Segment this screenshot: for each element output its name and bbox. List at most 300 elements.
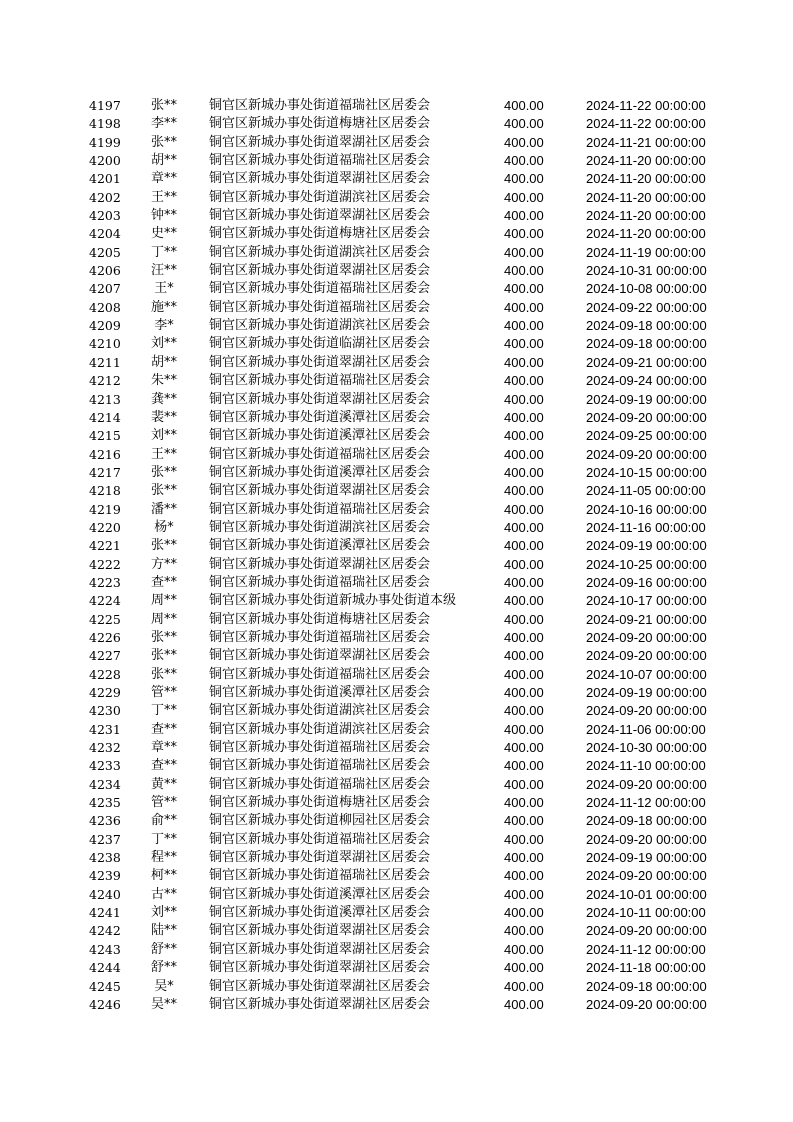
row-date: 2024-10-11 00:00:00 — [586, 905, 706, 921]
row-amount: 400.00 — [504, 758, 544, 774]
row-amount: 400.00 — [504, 244, 544, 260]
table-row — [0, 427, 793, 445]
row-date: 2024-10-30 00:00:00 — [586, 740, 707, 756]
data-table — [0, 97, 793, 1014]
row-organization: 铜官区新城办事处街道福瑞社区居委会 — [209, 446, 431, 462]
table-row — [0, 244, 793, 262]
row-id: 4237 — [89, 831, 121, 847]
table-row — [0, 115, 793, 133]
row-organization: 铜官区新城办事处街道福瑞社区居委会 — [209, 758, 431, 774]
row-organization: 铜官区新城办事处街道翠湖社区居委会 — [209, 941, 431, 957]
row-id: 4202 — [89, 189, 121, 205]
row-id: 4239 — [89, 868, 121, 884]
row-organization: 铜官区新城办事处街道湖滨社区居委会 — [209, 703, 431, 719]
row-organization: 铜官区新城办事处街道新城办事处街道本级 — [209, 593, 457, 609]
row-id: 4234 — [89, 776, 121, 792]
row-amount: 400.00 — [504, 611, 544, 627]
row-date: 2024-11-12 00:00:00 — [586, 941, 706, 957]
row-organization: 铜官区新城办事处街道翠湖社区居委会 — [209, 923, 431, 939]
row-name: 刘** — [150, 428, 177, 444]
row-date: 2024-11-21 00:00:00 — [586, 134, 706, 150]
row-date: 2024-11-12 00:00:00 — [586, 795, 706, 811]
table-row — [0, 335, 793, 353]
row-organization: 铜官区新城办事处街道翠湖社区居委会 — [209, 171, 431, 187]
row-name: 张** — [150, 666, 177, 682]
row-id: 4212 — [89, 373, 121, 389]
row-amount: 400.00 — [504, 629, 544, 645]
row-organization: 铜官区新城办事处街道福瑞社区居委会 — [209, 776, 431, 792]
table-row — [0, 592, 793, 610]
row-id: 4226 — [89, 629, 121, 645]
row-amount: 400.00 — [504, 850, 544, 866]
row-date: 2024-10-15 00:00:00 — [586, 464, 707, 480]
row-name: 王** — [150, 446, 177, 462]
row-name: 汪** — [150, 263, 177, 279]
row-id: 4208 — [89, 299, 121, 315]
row-name: 刘** — [150, 905, 177, 921]
row-name: 丁** — [150, 831, 177, 847]
table-row — [0, 776, 793, 794]
row-amount: 400.00 — [504, 556, 544, 572]
row-id: 4199 — [89, 134, 121, 150]
row-organization: 铜官区新城办事处街道翠湖社区居委会 — [209, 960, 431, 976]
row-amount: 400.00 — [504, 373, 544, 389]
table-row — [0, 501, 793, 519]
row-organization: 铜官区新城办事处街道湖滨社区居委会 — [209, 721, 431, 737]
row-date: 2024-09-16 00:00:00 — [586, 574, 707, 590]
row-amount: 400.00 — [504, 134, 544, 150]
row-id: 4221 — [89, 538, 121, 554]
row-id: 4204 — [89, 226, 121, 242]
table-row — [0, 262, 793, 280]
row-amount: 400.00 — [504, 721, 544, 737]
row-organization: 铜官区新城办事处街道翠湖社区居委会 — [209, 391, 431, 407]
row-id: 4231 — [89, 721, 121, 737]
row-name: 张** — [150, 629, 177, 645]
row-date: 2024-11-20 00:00:00 — [586, 189, 706, 205]
row-amount: 400.00 — [504, 574, 544, 590]
row-organization: 铜官区新城办事处街道翠湖社区居委会 — [209, 263, 431, 279]
row-amount: 400.00 — [504, 446, 544, 462]
row-id: 4238 — [89, 850, 121, 866]
row-date: 2024-09-21 00:00:00 — [586, 611, 707, 627]
row-name: 管** — [150, 795, 177, 811]
row-organization: 铜官区新城办事处街道翠湖社区居委会 — [209, 996, 431, 1012]
row-organization: 铜官区新城办事处街道临湖社区居委会 — [209, 336, 431, 352]
row-date: 2024-11-20 00:00:00 — [586, 171, 706, 187]
row-name: 刘** — [150, 336, 177, 352]
row-name: 查** — [150, 574, 177, 590]
row-id: 4218 — [89, 483, 121, 499]
row-date: 2024-09-20 00:00:00 — [586, 629, 707, 645]
row-id: 4246 — [89, 996, 121, 1012]
row-amount: 400.00 — [504, 685, 544, 700]
row-name: 裴** — [150, 409, 177, 425]
row-date: 2024-09-20 00:00:00 — [586, 776, 707, 792]
row-name: 章** — [150, 171, 177, 187]
row-id: 4224 — [89, 593, 121, 609]
table-row — [0, 519, 793, 537]
row-id: 4206 — [89, 263, 121, 279]
row-id: 4201 — [89, 171, 121, 187]
table-row — [0, 904, 793, 922]
row-amount: 400.00 — [504, 318, 544, 334]
row-date: 2024-11-19 00:00:00 — [586, 244, 706, 260]
row-id: 4207 — [89, 281, 121, 297]
table-row — [0, 941, 793, 959]
row-date: 2024-09-20 00:00:00 — [586, 831, 707, 847]
row-date: 2024-09-19 00:00:00 — [586, 538, 707, 554]
table-row — [0, 739, 793, 757]
row-date: 2024-11-10 00:00:00 — [586, 758, 706, 774]
table-row — [0, 721, 793, 739]
row-organization: 铜官区新城办事处街道福瑞社区居委会 — [209, 740, 431, 756]
row-id: 4200 — [89, 153, 121, 169]
row-date: 2024-11-18 00:00:00 — [586, 960, 706, 976]
table-row — [0, 666, 793, 684]
row-name: 张** — [150, 483, 177, 499]
row-organization: 铜官区新城办事处街道溪潭社区居委会 — [209, 685, 431, 700]
table-row — [0, 996, 793, 1014]
table-row — [0, 922, 793, 940]
row-organization: 铜官区新城办事处街道湖滨社区居委会 — [209, 519, 431, 535]
table-row — [0, 482, 793, 500]
row-organization: 铜官区新城办事处街道溪潭社区居委会 — [209, 886, 431, 902]
table-row — [0, 684, 793, 702]
row-date: 2024-10-25 00:00:00 — [586, 556, 707, 572]
row-organization: 铜官区新城办事处街道福瑞社区居委会 — [209, 98, 431, 113]
row-id: 4240 — [89, 886, 121, 902]
row-organization: 铜官区新城办事处街道梅塘社区居委会 — [209, 611, 431, 627]
row-organization: 铜官区新城办事处街道翠湖社区居委会 — [209, 208, 431, 224]
row-name: 方** — [150, 556, 177, 572]
row-date: 2024-09-18 00:00:00 — [586, 318, 707, 334]
row-amount: 400.00 — [504, 153, 544, 169]
row-organization: 铜官区新城办事处街道梅塘社区居委会 — [209, 116, 431, 132]
table-row — [0, 611, 793, 629]
table-row — [0, 299, 793, 317]
row-name: 吴** — [150, 996, 177, 1012]
row-date: 2024-10-31 00:00:00 — [586, 263, 707, 279]
table-row — [0, 574, 793, 592]
row-amount: 400.00 — [504, 281, 544, 297]
table-row — [0, 225, 793, 243]
row-name: 张** — [150, 98, 177, 113]
row-organization: 铜官区新城办事处街道翠湖社区居委会 — [209, 978, 431, 994]
row-id: 4219 — [89, 501, 121, 517]
row-date: 2024-10-16 00:00:00 — [586, 501, 707, 517]
row-date: 2024-09-20 00:00:00 — [586, 868, 707, 884]
row-name: 王** — [150, 189, 177, 205]
row-organization: 铜官区新城办事处街道翠湖社区居委会 — [209, 134, 431, 150]
row-amount: 400.00 — [504, 519, 544, 535]
row-amount: 400.00 — [504, 703, 544, 719]
row-id: 4241 — [89, 905, 121, 921]
row-name: 古** — [150, 886, 177, 902]
row-date: 2024-09-20 00:00:00 — [586, 923, 707, 939]
row-name: 舒** — [150, 941, 177, 957]
row-id: 4214 — [89, 409, 121, 425]
row-organization: 铜官区新城办事处街道福瑞社区居委会 — [209, 373, 431, 389]
row-id: 4205 — [89, 244, 121, 260]
row-name: 舒** — [150, 960, 177, 976]
row-name: 俞** — [150, 813, 177, 829]
row-date: 2024-09-18 00:00:00 — [586, 813, 707, 829]
table-row — [0, 391, 793, 409]
row-date: 2024-11-20 00:00:00 — [586, 208, 706, 224]
row-date: 2024-11-20 00:00:00 — [586, 226, 706, 242]
row-date: 2024-11-05 00:00:00 — [586, 483, 706, 499]
row-name: 周** — [150, 611, 177, 627]
table-row — [0, 959, 793, 977]
table-row — [0, 794, 793, 812]
row-organization: 铜官区新城办事处街道福瑞社区居委会 — [209, 574, 431, 590]
row-date: 2024-09-18 00:00:00 — [586, 336, 707, 352]
row-amount: 400.00 — [504, 941, 544, 957]
row-date: 2024-09-25 00:00:00 — [586, 428, 707, 444]
row-organization: 铜官区新城办事处街道福瑞社区居委会 — [209, 501, 431, 517]
row-date: 2024-09-22 00:00:00 — [586, 299, 707, 315]
row-amount: 400.00 — [504, 336, 544, 352]
row-date: 2024-10-07 00:00:00 — [586, 666, 707, 682]
row-id: 4215 — [89, 428, 121, 444]
row-id: 4236 — [89, 813, 121, 829]
row-organization: 铜官区新城办事处街道溪潭社区居委会 — [209, 428, 431, 444]
row-organization: 铜官区新城办事处街道溪潭社区居委会 — [209, 905, 431, 921]
row-amount: 400.00 — [504, 886, 544, 902]
row-organization: 铜官区新城办事处街道翠湖社区居委会 — [209, 354, 431, 370]
row-id: 4220 — [89, 519, 121, 535]
row-date: 2024-10-01 00:00:00 — [586, 886, 707, 902]
row-organization: 铜官区新城办事处街道福瑞社区居委会 — [209, 299, 431, 315]
row-name: 张** — [150, 538, 177, 554]
row-name: 潘** — [150, 501, 177, 517]
row-organization: 铜官区新城办事处街道福瑞社区居委会 — [209, 831, 431, 847]
row-amount: 400.00 — [504, 868, 544, 884]
row-name: 丁** — [150, 244, 177, 260]
row-id: 4243 — [89, 941, 121, 957]
row-amount: 400.00 — [504, 740, 544, 756]
row-amount: 400.00 — [504, 428, 544, 444]
row-date: 2024-11-22 00:00:00 — [586, 98, 706, 113]
row-date: 2024-09-20 00:00:00 — [586, 996, 707, 1012]
row-name: 张** — [150, 648, 177, 664]
row-id: 4242 — [89, 923, 121, 939]
row-name: 管** — [150, 685, 177, 700]
row-organization: 铜官区新城办事处街道翠湖社区居委会 — [209, 648, 431, 664]
row-date: 2024-09-19 00:00:00 — [586, 391, 707, 407]
row-amount: 400.00 — [504, 189, 544, 205]
table-row — [0, 134, 793, 152]
row-amount: 400.00 — [504, 795, 544, 811]
row-id: 4211 — [89, 354, 121, 370]
table-row — [0, 372, 793, 390]
row-amount: 400.00 — [504, 978, 544, 994]
row-id: 4229 — [89, 685, 121, 700]
row-amount: 400.00 — [504, 501, 544, 517]
row-amount: 400.00 — [504, 263, 544, 279]
row-date: 2024-09-21 00:00:00 — [586, 354, 707, 370]
table-row — [0, 978, 793, 996]
row-amount: 400.00 — [504, 666, 544, 682]
table-row — [0, 629, 793, 647]
table-row — [0, 152, 793, 170]
row-id: 4209 — [89, 318, 121, 334]
row-date: 2024-09-20 00:00:00 — [586, 703, 707, 719]
row-amount: 400.00 — [504, 226, 544, 242]
row-date: 2024-11-22 00:00:00 — [586, 116, 706, 132]
row-id: 4244 — [89, 960, 121, 976]
row-id: 4222 — [89, 556, 121, 572]
row-amount: 400.00 — [504, 98, 544, 113]
row-name: 胡** — [150, 153, 177, 169]
row-name: 龚** — [150, 391, 177, 407]
row-organization: 铜官区新城办事处街道福瑞社区居委会 — [209, 666, 431, 682]
table-row — [0, 812, 793, 830]
row-name: 李* — [154, 318, 174, 334]
row-name: 程** — [150, 850, 177, 866]
row-organization: 铜官区新城办事处街道梅塘社区居委会 — [209, 226, 431, 242]
row-organization: 铜官区新城办事处街道福瑞社区居委会 — [209, 153, 431, 169]
table-row — [0, 647, 793, 665]
table-row — [0, 886, 793, 904]
row-organization: 铜官区新城办事处街道福瑞社区居委会 — [209, 629, 431, 645]
row-amount: 400.00 — [504, 538, 544, 554]
row-id: 4198 — [89, 116, 121, 132]
row-amount: 400.00 — [504, 464, 544, 480]
table-row — [0, 537, 793, 555]
row-amount: 400.00 — [504, 960, 544, 976]
table-row — [0, 97, 793, 115]
table-row — [0, 354, 793, 372]
row-id: 4245 — [89, 978, 121, 994]
table-row — [0, 446, 793, 464]
table-row — [0, 317, 793, 335]
table-row — [0, 702, 793, 720]
row-organization: 铜官区新城办事处街道福瑞社区居委会 — [209, 281, 431, 297]
row-id: 4233 — [89, 758, 121, 774]
row-name: 查** — [150, 758, 177, 774]
row-organization: 铜官区新城办事处街道溪潭社区居委会 — [209, 409, 431, 425]
row-name: 胡** — [150, 354, 177, 370]
row-organization: 铜官区新城办事处街道翠湖社区居委会 — [209, 483, 431, 499]
row-name: 史** — [150, 226, 177, 242]
row-id: 4197 — [89, 98, 121, 113]
row-id: 4217 — [89, 464, 121, 480]
row-id: 4203 — [89, 208, 121, 224]
row-date: 2024-09-20 00:00:00 — [586, 409, 707, 425]
row-name: 查** — [150, 721, 177, 737]
table-row — [0, 464, 793, 482]
row-organization: 铜官区新城办事处街道翠湖社区居委会 — [209, 556, 431, 572]
row-organization: 铜官区新城办事处街道梅塘社区居委会 — [209, 795, 431, 811]
table-row — [0, 757, 793, 775]
row-date: 2024-10-17 00:00:00 — [586, 593, 707, 609]
row-id: 4228 — [89, 666, 121, 682]
row-id: 4232 — [89, 740, 121, 756]
row-amount: 400.00 — [504, 813, 544, 829]
row-amount: 400.00 — [504, 776, 544, 792]
row-amount: 400.00 — [504, 409, 544, 425]
row-organization: 铜官区新城办事处街道溪潭社区居委会 — [209, 538, 431, 554]
row-amount: 400.00 — [504, 483, 544, 499]
row-date: 2024-09-20 00:00:00 — [586, 446, 707, 462]
row-name: 陆** — [150, 923, 177, 939]
table-row — [0, 849, 793, 867]
row-id: 4230 — [89, 703, 121, 719]
row-date: 2024-11-16 00:00:00 — [586, 519, 706, 535]
row-name: 吴* — [154, 978, 174, 994]
row-date: 2024-10-08 00:00:00 — [586, 281, 707, 297]
row-name: 施** — [150, 299, 177, 315]
row-name: 黄** — [150, 776, 177, 792]
row-date: 2024-09-19 00:00:00 — [586, 850, 707, 866]
row-name: 朱** — [150, 373, 177, 389]
row-name: 钟** — [150, 208, 177, 224]
row-amount: 400.00 — [504, 171, 544, 187]
row-name: 章** — [150, 740, 177, 756]
table-row — [0, 170, 793, 188]
table-row — [0, 867, 793, 885]
row-name: 柯** — [150, 868, 177, 884]
row-id: 4227 — [89, 648, 121, 664]
row-id: 4213 — [89, 391, 121, 407]
row-organization: 铜官区新城办事处街道溪潭社区居委会 — [209, 464, 431, 480]
row-date: 2024-09-19 00:00:00 — [586, 685, 707, 700]
row-date: 2024-11-20 00:00:00 — [586, 153, 706, 169]
row-name: 杨* — [154, 519, 174, 535]
row-organization: 铜官区新城办事处街道湖滨社区居委会 — [209, 189, 431, 205]
row-date: 2024-09-18 00:00:00 — [586, 978, 707, 994]
table-row — [0, 207, 793, 225]
row-amount: 400.00 — [504, 593, 544, 609]
row-amount: 400.00 — [504, 116, 544, 132]
row-amount: 400.00 — [504, 391, 544, 407]
row-name: 王* — [154, 281, 174, 297]
row-id: 4210 — [89, 336, 121, 352]
row-id: 4216 — [89, 446, 121, 462]
row-amount: 400.00 — [504, 299, 544, 315]
row-organization: 铜官区新城办事处街道福瑞社区居委会 — [209, 868, 431, 884]
row-name: 周** — [150, 593, 177, 609]
row-organization: 铜官区新城办事处街道翠湖社区居委会 — [209, 850, 431, 866]
row-name: 李** — [150, 116, 177, 132]
table-row — [0, 409, 793, 427]
table-row — [0, 280, 793, 298]
row-amount: 400.00 — [504, 996, 544, 1012]
table-row — [0, 189, 793, 207]
row-organization: 铜官区新城办事处街道湖滨社区居委会 — [209, 318, 431, 334]
row-date: 2024-09-20 00:00:00 — [586, 648, 707, 664]
row-amount: 400.00 — [504, 905, 544, 921]
row-date: 2024-09-24 00:00:00 — [586, 373, 707, 389]
row-amount: 400.00 — [504, 354, 544, 370]
row-organization: 铜官区新城办事处街道湖滨社区居委会 — [209, 244, 431, 260]
row-organization: 铜官区新城办事处街道柳园社区居委会 — [209, 813, 431, 829]
row-id: 4235 — [89, 795, 121, 811]
row-amount: 400.00 — [504, 923, 544, 939]
table-row — [0, 556, 793, 574]
row-name: 张** — [150, 464, 177, 480]
row-amount: 400.00 — [504, 648, 544, 664]
row-id: 4223 — [89, 574, 121, 590]
row-id: 4225 — [89, 611, 121, 627]
row-date: 2024-11-06 00:00:00 — [586, 721, 706, 737]
row-name: 丁** — [150, 703, 177, 719]
row-amount: 400.00 — [504, 831, 544, 847]
table-row — [0, 831, 793, 849]
row-amount: 400.00 — [504, 208, 544, 224]
